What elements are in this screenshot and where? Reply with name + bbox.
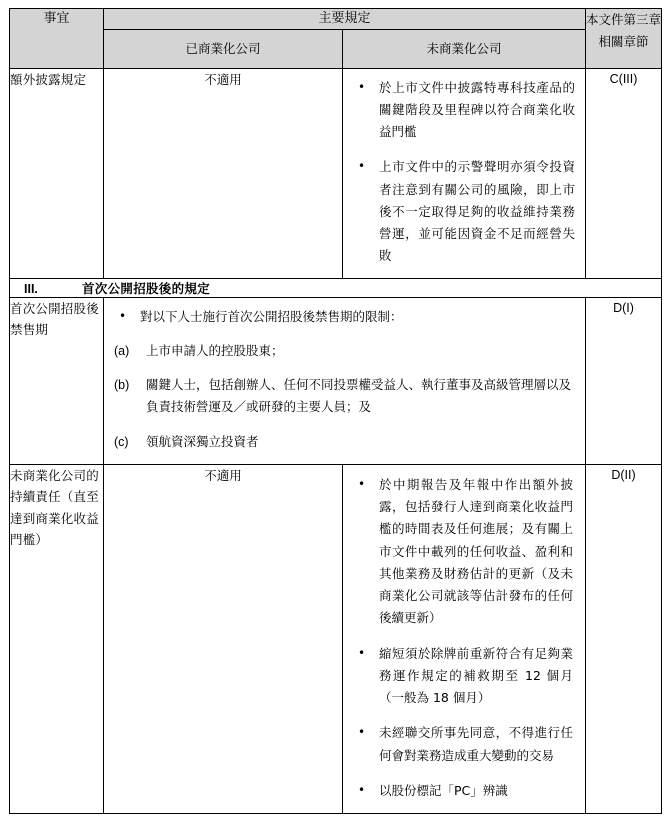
row-commercialized-value: 不適用 xyxy=(104,68,343,278)
lockup-sub-list xyxy=(114,340,575,453)
list-item xyxy=(114,431,575,453)
header-section-ref: 本文件第三章相關章節 xyxy=(586,9,662,69)
section-title: 首次公開招股後的規定 xyxy=(82,280,211,296)
list-item-marker: (b) xyxy=(114,378,130,393)
table-header-row-primary xyxy=(10,9,662,30)
section-divider-cell xyxy=(10,278,662,297)
header-main-rules: 主要規定 xyxy=(104,9,586,30)
list-item xyxy=(114,340,575,362)
row-section-ref: C(III) xyxy=(586,68,662,278)
list-item xyxy=(114,374,575,419)
list-item-text: 上市申請人的控股股東； xyxy=(146,342,284,358)
row-section-ref: D(I) xyxy=(586,297,662,464)
row-section-ref: D(II) xyxy=(586,464,662,813)
bullet-list xyxy=(343,465,585,813)
list-item-text: 關鍵人士，包括創辦人、任何不同投票權受益人、執行董事及高級管理層以及負責技術營運及／或研發的主要人員；及 xyxy=(146,377,572,415)
lockup-lead-text: • 對以下人士施行首次公開招股後禁售期的限制： xyxy=(114,306,575,328)
header-commercialized: 已商業化公司 xyxy=(104,30,343,68)
lockup-content xyxy=(104,298,585,464)
list-item-marker: (c) xyxy=(114,434,129,449)
list-item-text: 領航資深獨立投資者 xyxy=(146,433,259,449)
list-item: • 縮短須於除牌前重新符合有足夠業務運作規定的補救期至 12 個月（一般為 18 個月） xyxy=(353,643,573,710)
table-row xyxy=(10,464,662,813)
regulations-table xyxy=(9,8,662,814)
row-matter-label: 額外披露規定 xyxy=(10,68,104,278)
row-non-commercialized-cell xyxy=(343,464,586,813)
section-divider-row xyxy=(10,278,662,297)
section-heading xyxy=(10,279,661,297)
list-item: • 於中期報告及年報中作出額外披露，包括發行人達到商業化收益門檻的時間表及任何進展；及有關上市文件中載列的任何收益、盈利和其他業務及財務估計的更新（及未商業化公司就該等估計發布的任何後續更新） xyxy=(353,474,573,630)
header-non-commercialized: 未商業化公司 xyxy=(343,30,586,68)
row-non-commercialized-cell xyxy=(343,68,586,278)
row-commercialized-value: 不適用 xyxy=(104,464,343,813)
section-number: III. xyxy=(24,281,38,296)
header-matter: 事宜 xyxy=(10,9,104,69)
table-row xyxy=(10,297,662,464)
row-matter-label: 未商業化公司的持續責任（直至達到商業化收益門檻） xyxy=(10,464,104,813)
table-header-row-secondary xyxy=(10,30,662,68)
list-item-marker: (a) xyxy=(114,343,130,358)
list-item: • 於上市文件中披露特專科技產品的關鍵階段及里程碑以符合商業化收益門檻 xyxy=(353,77,575,144)
list-item: • 未經聯交所事先同意，不得進行任何會對業務造成重大變動的交易 xyxy=(353,722,573,767)
list-item: • 以股份標記「PC」辨識 xyxy=(353,780,573,802)
row-matter-label: 首次公開招股後禁售期 xyxy=(10,297,104,464)
list-item: • 上市文件中的示警聲明亦須令投資者注意到有關公司的風險，即上市後不一定取得足夠的收益維持業務營運，並可能因資金不足而經營失敗 xyxy=(353,156,575,267)
row-rules-cell xyxy=(104,297,586,464)
bullet-list xyxy=(343,69,585,278)
table-row xyxy=(10,68,662,278)
